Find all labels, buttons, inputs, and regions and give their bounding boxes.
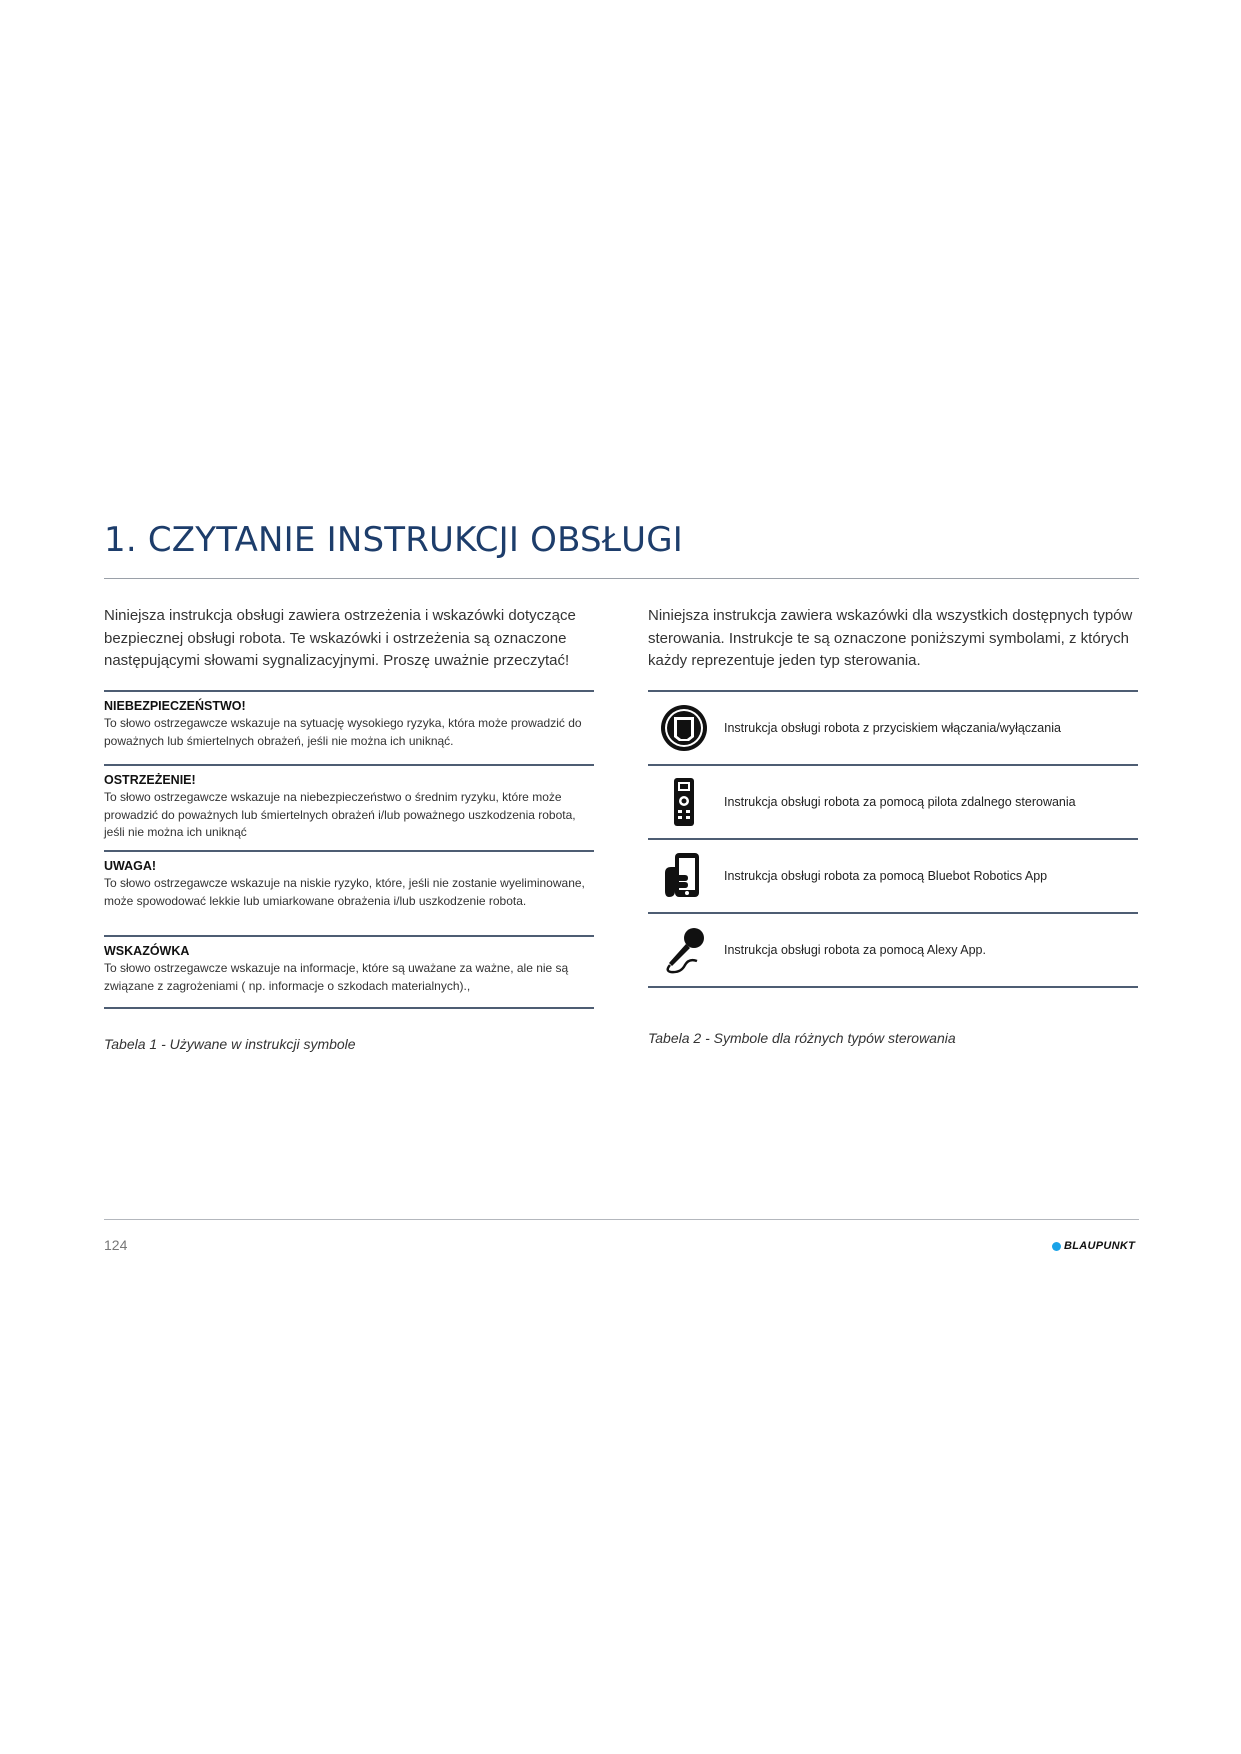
warning-row-warning — [104, 764, 594, 850]
intro-left-paragraph: Niniejsza instrukcja obsługi zawiera ostrzeżenia i wskazówki dotyczące bezpiecznej obsługi robota. Te wskazówki i ostrzeżenia są oznaczone następującymi słowami sygnalizacyjnymi. Proszę uważnie przeczytać! — [104, 607, 576, 669]
page-title: 1. CZYTANIE INSTRUKCJI OBSŁUGI — [104, 520, 683, 560]
brand-dot-icon — [1052, 1242, 1061, 1251]
control-text: Instrukcja obsługi robota za pomocą pilota zdalnego sterowania — [724, 795, 1076, 809]
warning-row-caution — [104, 850, 594, 935]
control-row-app — [648, 838, 1138, 912]
warning-text: To słowo ostrzegawcze wskazuje na niebezpieczeństwo o średnim ryzyku, które może prowadzić do poważnych lub śmiertelnych obrażeń i/lub poważnego uszkodzenia robota, jeśli nie można ich uniknąć — [104, 790, 576, 839]
robot-power-icon — [652, 700, 716, 756]
page-number: 124 — [104, 1237, 128, 1253]
footer-divider — [104, 1219, 1139, 1220]
table-1-caption: Tabela 1 - Używane w instrukcji symbole — [104, 1036, 356, 1052]
microphone-icon — [652, 922, 716, 978]
table-2-caption: Tabela 2 - Symbole dla różnych typów sterowania — [648, 1030, 956, 1046]
intro-right-paragraph: Niniejsza instrukcja zawiera wskazówki dla wszystkich dostępnych typów sterowania. Instrukcje te są oznaczone poniższymi symbolami, z których każdy reprezentuje jeden typ sterowania. — [648, 607, 1133, 669]
control-text: Instrukcja obsługi robota z przyciskiem włączania/wyłączania — [724, 721, 1061, 735]
warning-row-hint — [104, 935, 594, 1009]
warning-text: To słowo ostrzegawcze wskazuje na sytuację wysokiego ryzyka, która może prowadzić do poważnych lub śmiertelnych obrażeń, jeśli nie można ich uniknąć. — [104, 716, 582, 748]
warning-title: NIEBEZPIECZEŃSTWO! — [104, 699, 246, 713]
warning-row-danger — [104, 690, 594, 764]
smartphone-hand-icon — [652, 848, 716, 904]
signal-words-table — [104, 690, 594, 1009]
warning-title: WSKAZÓWKA — [104, 944, 190, 958]
control-row-remote — [648, 764, 1138, 838]
title-divider — [104, 578, 1139, 579]
warning-title: UWAGA! — [104, 859, 157, 873]
control-text: Instrukcja obsługi robota za pomocą Alexy App. — [724, 943, 986, 957]
warning-text: To słowo ostrzegawcze wskazuje na niskie ryzyko, które, jeśli nie zostanie wyeliminowane, może spowodować lekkie lub umiarkowane obrażenia i/lub uszkodzenie robota. — [104, 876, 585, 908]
control-row-alexa — [648, 912, 1138, 988]
brand-name: BLAUPUNKT — [1064, 1240, 1136, 1252]
control-row-button — [648, 690, 1138, 764]
control-text: Instrukcja obsługi robota za pomocą Bluebot Robotics App — [724, 869, 1048, 883]
remote-control-icon — [652, 774, 716, 830]
warning-text: To słowo ostrzegawcze wskazuje na informacje, które są uważane za ważne, ale nie są związane z zagrożeniami ( np. informacje o szkodach materialnych)., — [104, 961, 569, 993]
control-types-table — [648, 690, 1138, 988]
brand-logo — [1052, 1240, 1135, 1252]
warning-title: OSTRZEŻENIE! — [104, 773, 196, 787]
